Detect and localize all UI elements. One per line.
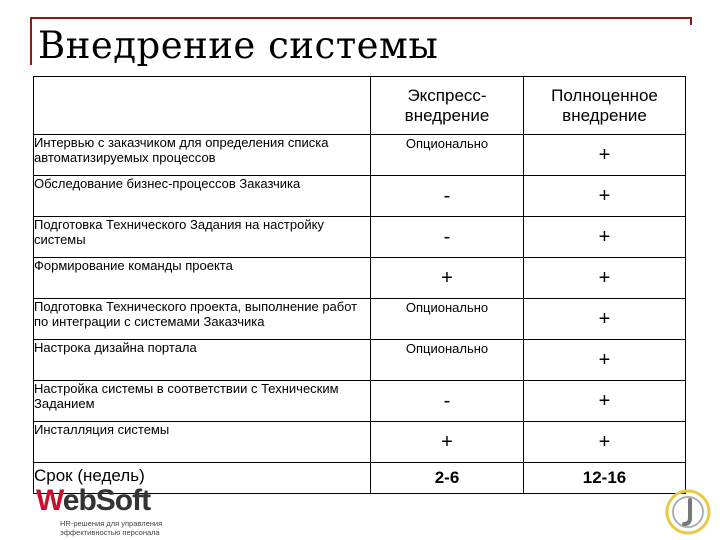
- full-cell: [524, 135, 686, 176]
- full-cell: [524, 340, 686, 381]
- full-value: +: [598, 308, 611, 330]
- task-cell: Инсталляция системы: [34, 422, 371, 463]
- corner-badge-icon: [664, 488, 712, 536]
- websoft-logo: [36, 486, 150, 516]
- full-value: +: [598, 226, 611, 248]
- task-cell: Подготовка Технического проекта, выполнение работ по интеграции с системами Заказчика: [34, 299, 371, 340]
- logo-initial: W: [36, 484, 63, 517]
- task-cell: Обследование бизнес-процессов Заказчика: [34, 176, 371, 217]
- full-cell: [524, 422, 686, 463]
- express-cell: [371, 135, 524, 176]
- full-value: +: [598, 431, 611, 453]
- full-cell: [524, 299, 686, 340]
- comparison-table: [33, 76, 686, 494]
- full-value: +: [598, 349, 611, 371]
- header-express: Экспресс-внедрение: [371, 77, 524, 135]
- table-row: [34, 422, 686, 463]
- full-cell: [524, 258, 686, 299]
- total-express: 2-6: [371, 463, 524, 494]
- task-cell: Интервью с заказчиком для определения списка автоматизируемых процессов: [34, 135, 371, 176]
- title-frame-right: [690, 17, 692, 25]
- express-value: -: [443, 185, 451, 207]
- express-cell: [371, 258, 524, 299]
- full-value: +: [598, 390, 611, 412]
- express-value: +: [441, 431, 453, 453]
- slide-title: Внедрение системы: [38, 24, 439, 67]
- table-row: [34, 258, 686, 299]
- task-cell: Подготовка Технического Задания на настройку системы: [34, 217, 371, 258]
- express-value: Опционально: [405, 341, 489, 356]
- express-cell: [371, 299, 524, 340]
- header-row: [34, 77, 686, 135]
- full-value: +: [598, 267, 611, 289]
- express-cell: [371, 217, 524, 258]
- express-cell: [371, 422, 524, 463]
- header-task: [34, 77, 371, 135]
- express-cell: [371, 176, 524, 217]
- express-value: Опционально: [405, 136, 489, 151]
- total-full: 12-16: [524, 463, 686, 494]
- header-full: Полноценное внедрение: [524, 77, 686, 135]
- table-row: [34, 217, 686, 258]
- table-row: [34, 381, 686, 422]
- title-frame-left: [30, 17, 32, 65]
- title-frame-top: [30, 17, 692, 19]
- table-row: [34, 135, 686, 176]
- express-cell: [371, 381, 524, 422]
- task-cell: Настройка системы в соответствии с Техническим Заданием: [34, 381, 371, 422]
- full-cell: [524, 217, 686, 258]
- express-value: -: [443, 226, 451, 248]
- full-value: +: [598, 185, 611, 207]
- express-cell: [371, 340, 524, 381]
- table-row: [34, 340, 686, 381]
- table-row: [34, 299, 686, 340]
- full-cell: [524, 176, 686, 217]
- logo-wordmark: WebSoft: [36, 484, 151, 517]
- logo-tagline: HR-решения для управления эффективностью персонала: [60, 519, 163, 537]
- express-value: -: [443, 390, 451, 412]
- express-value: +: [441, 267, 453, 289]
- full-cell: [524, 381, 686, 422]
- table-row: [34, 176, 686, 217]
- total-label: Срок (недель): [34, 463, 371, 494]
- task-cell: Формирование команды проекта: [34, 258, 371, 299]
- full-value: +: [598, 144, 611, 166]
- express-value: Опционально: [405, 300, 489, 315]
- task-cell: Настрока дизайна портала: [34, 340, 371, 381]
